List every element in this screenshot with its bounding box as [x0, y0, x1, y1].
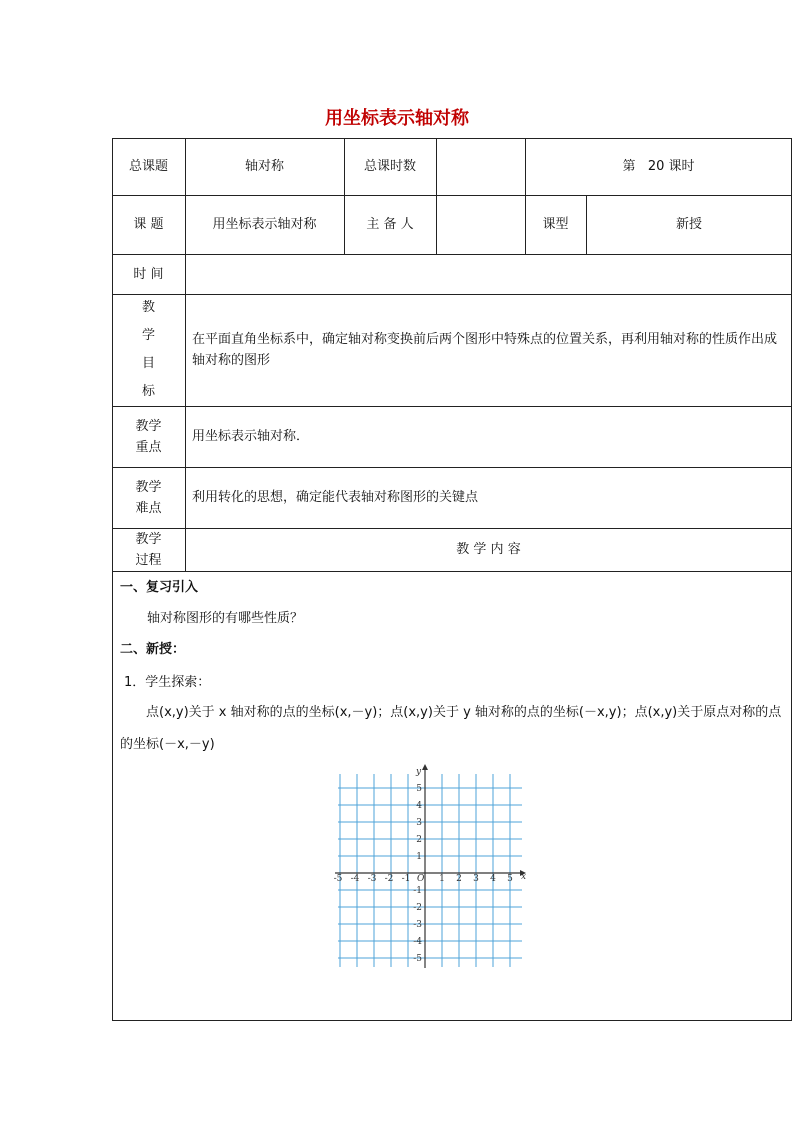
total-hours-value: [436, 138, 525, 195]
topic-value: 轴对称: [244, 159, 284, 174]
symmetry-paragraph: 点(x,y)关于 x 轴对称的点的坐标(x,－y)；点(x,y)关于 y 轴对称的点的坐标(－x,y)；点(x,y)关于原点对称的点的坐标(－x,－y): [120, 705, 782, 752]
time-value: [185, 254, 792, 294]
label-goals-char: 标: [141, 384, 155, 399]
label-key-points-line: 重点: [135, 439, 162, 455]
label-key-points-line: 教学: [135, 418, 162, 434]
y-axis-label: y: [416, 767, 422, 777]
label-difficulties-line: 教学: [135, 479, 162, 495]
y-axis-arrow: [422, 764, 428, 770]
label-process: [112, 528, 185, 571]
page-title: 用坐标表示轴对称: [325, 108, 469, 129]
key-points-text: 用坐标表示轴对称．: [192, 429, 310, 444]
label-goals-char: 教: [141, 300, 155, 315]
label-process-line: 过程: [135, 552, 162, 568]
label-difficulties: [112, 467, 185, 528]
y-tick-label: 1: [416, 852, 422, 862]
lesson-number: 第 20 课时: [622, 159, 695, 174]
lesson-value: 用坐标表示轴对称: [212, 217, 317, 232]
y-tick-label: 5: [416, 784, 422, 794]
label-preparer: 主 备 人: [366, 217, 414, 232]
label-difficulties-line: 难点: [135, 500, 162, 516]
y-tick-label: -3: [413, 920, 422, 930]
x-tick-label: -1: [401, 874, 411, 884]
x-tick-label: -2: [384, 874, 394, 884]
item1-heading: 1．学生探索：: [124, 675, 211, 690]
y-tick-label: -2: [413, 903, 422, 913]
y-tick-label: 2: [416, 835, 422, 845]
label-goals: [112, 294, 185, 406]
process-header: 教 学 内 容: [456, 542, 521, 557]
lesson-type-value: 新授: [675, 217, 702, 232]
goals-text: 在平面直角坐标系中，确定轴对称变换前后两个图形中特殊点的位置关系，再利用轴对称的性质作出成轴对称的图形: [192, 332, 778, 368]
label-goals-char: 学: [141, 328, 155, 343]
section1-heading: 一、复习引入: [120, 580, 199, 595]
x-tick-label: -4: [350, 874, 360, 884]
label-topic: 总课题: [128, 159, 168, 174]
label-goals-char: 目: [141, 356, 155, 371]
difficulties-text: 利用转化的思想，确定能代表轴对称图形的关键点: [192, 490, 479, 505]
y-tick-label: 4: [416, 801, 422, 811]
label-time: 时 间: [133, 266, 164, 282]
label-key-points: [112, 406, 185, 467]
x-tick-label: 1: [439, 874, 445, 884]
label-lesson-type: 课型: [542, 217, 569, 232]
label-process-line: 教学: [135, 531, 162, 547]
x-axis-label: x: [521, 872, 527, 882]
x-tick-label: 4: [490, 874, 496, 884]
label-lesson: 课 题: [133, 217, 164, 232]
preparer-value: [436, 195, 525, 254]
x-tick-label: 5: [507, 874, 513, 884]
section1-question: 轴对称图形的有哪些性质？: [147, 611, 304, 626]
section2-heading: 二、新授：: [120, 642, 186, 657]
x-tick-label: -3: [367, 874, 377, 884]
y-tick-label: -4: [413, 937, 422, 947]
origin-label: O: [417, 874, 425, 884]
row-divider: [112, 571, 792, 572]
label-total-hours: 总课时数: [363, 159, 416, 174]
x-tick-label: 2: [456, 874, 462, 884]
y-tick-label: -1: [413, 886, 422, 896]
coordinate-grid: [330, 762, 530, 972]
x-tick-label: 3: [473, 874, 479, 884]
x-tick-label: -5: [333, 874, 343, 884]
y-tick-label: 3: [416, 818, 422, 828]
y-tick-label: -5: [413, 954, 422, 964]
